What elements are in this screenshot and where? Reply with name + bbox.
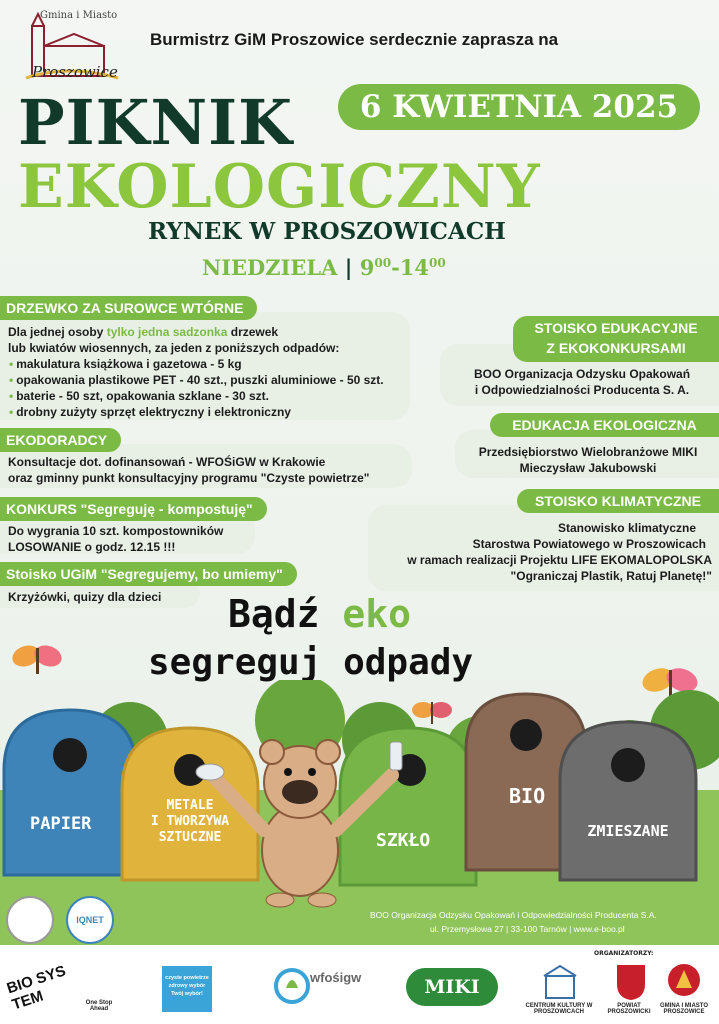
stoisko-ugim-title: Stoisko UGiM "Segregujemy, bo umiemy" bbox=[0, 562, 297, 586]
czyste-sub: Twój wybór! bbox=[171, 991, 203, 997]
biosystem-logo: BIO SYS TEM bbox=[4, 962, 68, 1014]
title-ekologiczny: EKOLOGICZNY bbox=[18, 152, 541, 222]
ekodoradcy-line2: oraz gminny punkt konsultacyjny programu "Czyste powietrze" bbox=[8, 471, 370, 485]
drzewko-list bbox=[8, 356, 408, 420]
klimatyczne-title: STOISKO KLIMATYCZNE bbox=[517, 489, 719, 513]
intro-a: Dla jednej osoby bbox=[8, 325, 107, 339]
centrum-kultury-icon bbox=[540, 962, 580, 1002]
czyste-text: czyste powietrze zdrowy wybór bbox=[165, 975, 209, 989]
wfosigw-emblem-icon bbox=[272, 966, 312, 1006]
edukacja-content bbox=[462, 444, 714, 476]
bin-label-metale-2: I TWORZYWA bbox=[150, 814, 230, 829]
bin-label-szklo: SZKŁO bbox=[376, 830, 431, 851]
bin-label-metale-3: SZTUCZNE bbox=[158, 830, 222, 845]
slogan-eko: eko bbox=[342, 592, 412, 636]
klimatyczne-line1: Stanowisko klimatyczne bbox=[557, 521, 696, 535]
edukacyjne-line1: BOO Organizacja Odzysku Opakowań bbox=[473, 367, 691, 381]
stoisko-ugim-line: Krzyżówki, quizy dla dzieci bbox=[8, 590, 162, 604]
klimatyczne-line3: w ramach realizacji Projektu LIFE EKOMALOPOLSKA bbox=[407, 553, 712, 567]
drzewko-intro bbox=[8, 324, 408, 340]
logo-name: Proszowice bbox=[32, 63, 118, 81]
butterfly-icon bbox=[10, 640, 66, 680]
ekodoradcy-line1: Konsultacje dot. dofinansowań - WFOŚiGW w Krakowie bbox=[8, 455, 326, 469]
intro-b: drzewek bbox=[227, 325, 279, 339]
klimatyczne-content bbox=[372, 520, 712, 584]
bin-label-metale-1: METALE bbox=[166, 798, 214, 813]
event-location: RYNEK W PROSZOWICACH bbox=[148, 218, 506, 245]
list-item: • baterie - 50 szt, opakowania szklane - 30 szt. bbox=[18, 388, 408, 404]
edukacyjne-title-1: STOISKO EDUKACYJNE bbox=[534, 320, 698, 336]
organizers-heading: ORGANIZATORZY: bbox=[594, 950, 654, 957]
papier-bin bbox=[4, 710, 136, 875]
ekodoradcy-content bbox=[8, 454, 369, 486]
slogan-line2: segreguj odpady bbox=[148, 642, 474, 683]
edukacja-title: EDUKACJA EKOLOGICZNA bbox=[490, 413, 719, 437]
edukacja-line2: Mieczysław Jakubowski bbox=[519, 461, 657, 475]
konkurs-content bbox=[8, 523, 223, 555]
list-item: • drobny zużyty sprzęt elektryczny i elektroniczny bbox=[18, 404, 408, 420]
slogan-line1 bbox=[228, 592, 411, 636]
edukacyjne-line2: i Odpowiedzialności Producenta S. A. bbox=[474, 383, 690, 397]
ekodoradcy-title: EKODORADCY bbox=[0, 428, 121, 452]
biosystem-sub: One Stop Ahead bbox=[85, 1000, 113, 1012]
klimatyczne-line2: Starostwa Powiatowego w Proszowicach bbox=[472, 537, 706, 551]
time-start-h: 9 bbox=[359, 255, 375, 280]
bin-label-bio: BIO bbox=[509, 784, 546, 808]
date-badge: 6 KWIETNIA 2025 bbox=[338, 84, 700, 130]
konkurs-line2: LOSOWANIE o godz. 12.15 !!! bbox=[8, 540, 176, 554]
certificate-badge bbox=[6, 896, 54, 944]
klimatyczne-line4: "Ograniczaj Plastik, Ratuj Planetę!" bbox=[510, 569, 712, 583]
boo-footer bbox=[370, 908, 657, 936]
edukacyjne-title bbox=[513, 316, 719, 362]
wfosigw-logo: wfośigw bbox=[310, 970, 362, 985]
gmina-label: GMINA I MIASTO PROSZOWICE bbox=[660, 1003, 708, 1015]
edukacyjne-content bbox=[448, 366, 716, 398]
drzewko-intro-2: lub kwiatów wiosennych, za jeden z poniższych odpadów: bbox=[8, 341, 340, 355]
event-day: NIEDZIELA bbox=[202, 255, 338, 280]
bin-label-papier: PAPIER bbox=[30, 814, 92, 834]
time-end-m: 00 bbox=[429, 256, 446, 270]
list-item: • makulatura książkowa i gazetowa - 5 kg bbox=[18, 356, 408, 372]
edukacja-line1: Przedsiębiorstwo Wielobranżowe MIKI bbox=[478, 445, 698, 459]
time-start-m: 00 bbox=[374, 256, 392, 270]
title-piknik: PIKNIK bbox=[18, 86, 294, 159]
miki-logo: MIKI bbox=[406, 968, 498, 1006]
bin-label-zmieszane: ZMIESZANE bbox=[587, 822, 669, 840]
time-end-h: 14 bbox=[399, 255, 430, 280]
zmieszane-bin bbox=[560, 722, 696, 880]
iqnet-badge: IQNET bbox=[66, 896, 114, 944]
event-day-time: NIEDZIELA | $9^{00}-14^{00}$ bbox=[202, 255, 446, 280]
centrum-kultury-label: CENTRUM KULTURY W PROSZOWICACH bbox=[525, 1003, 593, 1015]
invite-text: Burmistrz GiM Proszowice serdecznie zaprasza na bbox=[150, 30, 559, 49]
separator: | bbox=[344, 255, 353, 280]
bin-label-metale bbox=[140, 798, 240, 846]
konkurs-line1: Do wygrania 10 szt. kompostowników bbox=[8, 524, 224, 538]
logo-top-text: Gmina i Miasto bbox=[40, 10, 118, 21]
intro-highlight: tylko jedna sadzonka bbox=[106, 325, 228, 339]
gmina-crest-icon bbox=[666, 962, 702, 1002]
czyste-powietrze-logo bbox=[162, 966, 212, 1012]
drzewko-title: DRZEWKO ZA SUROWCE WTÓRNE bbox=[0, 296, 257, 320]
boo-line1: BOO Organizacja Odzysku Opakowań i Odpowiedzialności Producenta S.A. bbox=[370, 910, 657, 920]
slogan-part-a: Bądź bbox=[228, 592, 343, 636]
boo-line2: ul. Przemysłowa 27 | 33-100 Tarnów | www.e-boo.pl bbox=[430, 924, 625, 934]
edukacyjne-title-2: Z EKOKONKURSAMI bbox=[546, 340, 686, 356]
konkurs-title: KONKURS "Segreguję - kompostuję" bbox=[0, 497, 267, 521]
list-item: • opakowania plastikowe PET - 40 szt., puszki aluminiowe - 50 szt. bbox=[18, 372, 408, 388]
powiat-label: POWIAT PROSZOWICKI bbox=[607, 1003, 651, 1015]
drzewko-content bbox=[8, 324, 408, 420]
powiat-crest-icon bbox=[614, 962, 648, 1002]
